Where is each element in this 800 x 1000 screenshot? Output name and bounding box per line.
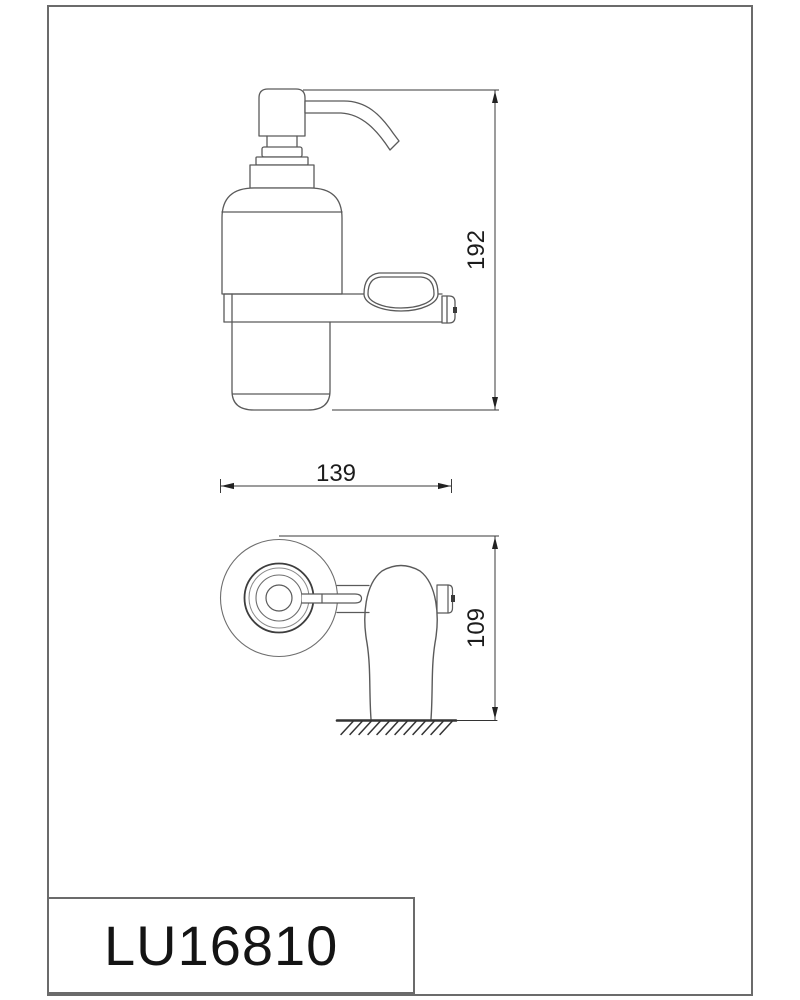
- arrowhead-up: [492, 537, 498, 549]
- wall-post-top: [365, 566, 437, 720]
- pump-spout: [305, 101, 399, 150]
- pump-head: [259, 89, 305, 136]
- arrowhead-down: [492, 707, 498, 719]
- bottle-neck: [250, 165, 314, 188]
- arrowhead-up: [492, 91, 498, 103]
- dimension-depth-label: 109: [463, 607, 490, 649]
- dimension-width-label: 139: [315, 460, 357, 487]
- arm-end-cap-screw: [453, 307, 457, 313]
- arrowhead-right: [438, 483, 451, 489]
- bottle-lower-body: [232, 322, 330, 410]
- plan-view: [221, 540, 498, 735]
- wall-hatching: [337, 721, 497, 735]
- arrowhead-left: [221, 483, 234, 489]
- dimension-height-label: 192: [463, 229, 490, 271]
- front-view: [222, 89, 457, 410]
- pump-collar-upper: [262, 147, 302, 157]
- arrowhead-down: [492, 397, 498, 409]
- post-end-cap-top: [437, 585, 455, 613]
- dimension-width: [221, 460, 452, 493]
- pump-collar-lower: [256, 157, 308, 165]
- bottle-upper-body: [222, 188, 342, 294]
- pump-stem: [267, 136, 297, 147]
- mount-rod-top: [302, 594, 362, 603]
- product-code: LU16810: [104, 914, 339, 977]
- title-block: [47, 897, 415, 994]
